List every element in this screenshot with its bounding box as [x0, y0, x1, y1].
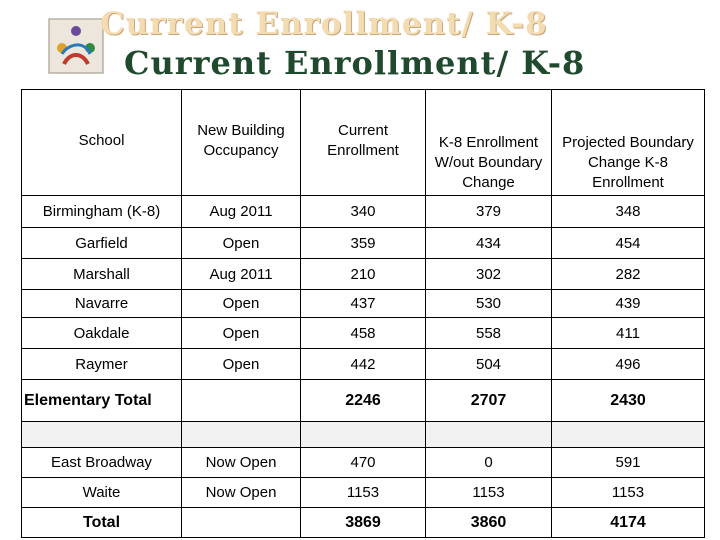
cell-without: 379 [426, 196, 552, 228]
cell-occupancy: Now Open [182, 448, 301, 478]
cell-school: Birmingham (K-8) [22, 196, 182, 228]
district-logo-icon [48, 18, 104, 74]
cell-projected: 1153 [552, 478, 705, 508]
cell-projected: 591 [552, 448, 705, 478]
header-current: Current Enrollment [301, 90, 426, 196]
cell-occupancy: Open [182, 349, 301, 380]
table-row [22, 349, 705, 380]
elementary-total-without: 2707 [426, 380, 552, 422]
cell-projected: 411 [552, 318, 705, 349]
cell-school: Garfield [22, 228, 182, 259]
cell-current: 442 [301, 349, 426, 380]
grand-total-without: 3860 [426, 508, 552, 538]
header-occupancy: New Building Occupancy [182, 90, 301, 196]
cell-without: 434 [426, 228, 552, 259]
spacer-cell [426, 422, 552, 448]
grand-total-label: Total [22, 508, 182, 538]
spacer-cell [301, 422, 426, 448]
cell-without: 302 [426, 259, 552, 290]
cell-school: Navarre [22, 290, 182, 318]
elementary-total-projected: 2430 [552, 380, 705, 422]
table-row [22, 448, 705, 478]
page-title: Current Enrollment/ K-8 [124, 44, 586, 82]
cell-projected: 282 [552, 259, 705, 290]
cell-current: 458 [301, 318, 426, 349]
grand-total-row [22, 508, 705, 538]
cell-school: Oakdale [22, 318, 182, 349]
cell-school: Waite [22, 478, 182, 508]
header-without-change: K-8 Enrollment W/out Boundary Change [426, 90, 552, 196]
cell-without: 504 [426, 349, 552, 380]
cell-occupancy: Open [182, 318, 301, 349]
cell-occupancy: Aug 2011 [182, 196, 301, 228]
header-projected: Projected Boundary Change K-8 Enrollment [552, 90, 705, 196]
cell-projected: 496 [552, 349, 705, 380]
cell-projected: 348 [552, 196, 705, 228]
cell-projected: 454 [552, 228, 705, 259]
grand-total-projected: 4174 [552, 508, 705, 538]
cell-school: East Broadway [22, 448, 182, 478]
table-row [22, 228, 705, 259]
cell-occupancy: Open [182, 290, 301, 318]
elementary-total-current: 2246 [301, 380, 426, 422]
cell-current: 359 [301, 228, 426, 259]
grand-total-current: 3869 [301, 508, 426, 538]
elementary-total-row [22, 380, 705, 422]
cell-current: 340 [301, 196, 426, 228]
cell-projected: 439 [552, 290, 705, 318]
table-row [22, 196, 705, 228]
spacer-cell [182, 422, 301, 448]
spacer-row [22, 422, 705, 448]
elementary-total-label: Elementary Total [22, 380, 182, 422]
spacer-cell [552, 422, 705, 448]
table-row [22, 478, 705, 508]
table-row [22, 318, 705, 349]
table-row [22, 290, 705, 318]
cell-current: 210 [301, 259, 426, 290]
cell-without: 1153 [426, 478, 552, 508]
enrollment-table [21, 89, 705, 538]
elementary-total-empty [182, 380, 301, 422]
table-row [22, 259, 705, 290]
cell-without: 0 [426, 448, 552, 478]
cell-without: 530 [426, 290, 552, 318]
cell-without: 558 [426, 318, 552, 349]
cell-current: 437 [301, 290, 426, 318]
cell-current: 470 [301, 448, 426, 478]
cell-current: 1153 [301, 478, 426, 508]
title-shadow: Current Enrollment/ K-8 [100, 6, 548, 42]
grand-total-empty [182, 508, 301, 538]
cell-occupancy: Open [182, 228, 301, 259]
spacer-cell [22, 422, 182, 448]
cell-school: Raymer [22, 349, 182, 380]
cell-occupancy: Now Open [182, 478, 301, 508]
cell-occupancy: Aug 2011 [182, 259, 301, 290]
header-school: School [22, 90, 182, 196]
header-row [22, 90, 705, 196]
cell-school: Marshall [22, 259, 182, 290]
